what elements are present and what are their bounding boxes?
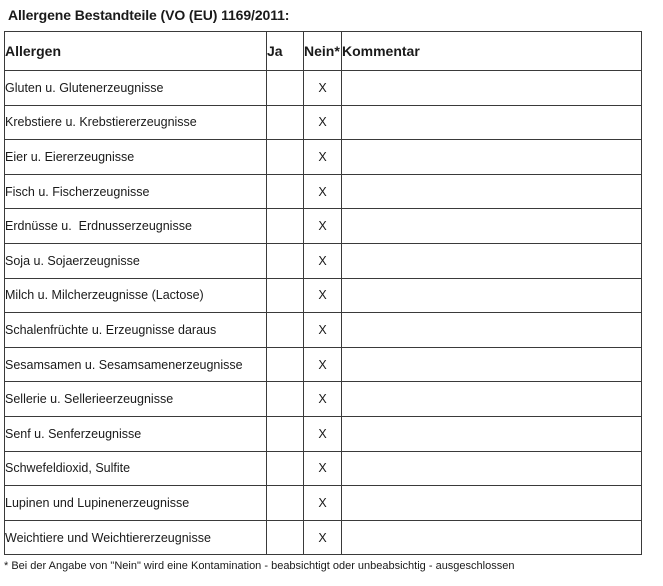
allergen-name-cell: Sellerie u. Sellerieerzeugnisse [5,382,267,417]
allergen-name-cell: Schwefeldioxid, Sulfite [5,451,267,486]
ja-cell [267,416,304,451]
table-row [5,486,642,521]
ja-cell [267,209,304,244]
allergen-name-cell: Eier u. Eiererzeugnisse [5,140,267,175]
comment-cell [342,520,642,555]
ja-cell [267,520,304,555]
comment-cell [342,416,642,451]
comment-cell [342,278,642,313]
nein-cell: X [304,243,342,278]
table-row [5,209,642,244]
table-header-row [5,32,642,71]
nein-cell: X [304,416,342,451]
comment-cell [342,486,642,521]
allergen-name-cell: Krebstiere u. Krebstiererzeugnisse [5,105,267,140]
comment-cell [342,347,642,382]
comment-cell [342,209,642,244]
allergen-name-cell: Soja u. Sojaerzeugnisse [5,243,267,278]
ja-cell [267,174,304,209]
table-row [5,71,642,106]
nein-cell: X [304,451,342,486]
ja-cell [267,278,304,313]
column-header-ja: Ja [267,32,304,71]
allergen-name-cell: Sesamsamen u. Sesamsamenerzeugnisse [5,347,267,382]
allergen-name-cell: Lupinen und Lupinenerzeugnisse [5,486,267,521]
allergen-name-cell: Gluten u. Glutenerzeugnisse [5,71,267,106]
ja-cell [267,243,304,278]
nein-cell: X [304,313,342,348]
nein-cell: X [304,486,342,521]
allergen-name-cell: Weichtiere und Weichtiererzeugnisse [5,520,267,555]
table-row [5,313,642,348]
table-row [5,140,642,175]
nein-cell: X [304,140,342,175]
column-header-kommentar: Kommentar [342,32,642,71]
ja-cell [267,451,304,486]
allergen-name-cell: Schalenfrüchte u. Erzeugnisse daraus [5,313,267,348]
comment-cell [342,174,642,209]
table-row [5,416,642,451]
nein-cell: X [304,105,342,140]
comment-cell [342,105,642,140]
nein-cell: X [304,347,342,382]
table-row [5,105,642,140]
ja-cell [267,140,304,175]
allergen-name-cell: Senf u. Senferzeugnisse [5,416,267,451]
allergen-name-cell: Fisch u. Fischerzeugnisse [5,174,267,209]
comment-cell [342,451,642,486]
comment-cell [342,140,642,175]
document-title: Allergene Bestandteile (VO (EU) 1169/2011: [8,7,290,23]
ja-cell [267,347,304,382]
nein-cell: X [304,174,342,209]
table-row [5,278,642,313]
comment-cell [342,243,642,278]
ja-cell [267,486,304,521]
table-row [5,520,642,555]
allergen-name-cell: Erdnüsse u. Erdnusserzeugnisse [5,209,267,244]
comment-cell [342,71,642,106]
ja-cell [267,105,304,140]
comment-cell [342,382,642,417]
ja-cell [267,71,304,106]
nein-cell: X [304,209,342,244]
footnote: * Bei der Angabe von "Nein" wird eine Kontamination - beabsichtigt oder unbeabsichtig - ausgeschlossen [4,560,515,572]
ja-cell [267,313,304,348]
nein-cell: X [304,71,342,106]
nein-cell: X [304,278,342,313]
column-header-allergen: Allergen [5,32,267,71]
nein-cell: X [304,520,342,555]
nein-cell: X [304,382,342,417]
table-row [5,451,642,486]
table-row [5,382,642,417]
table-row [5,174,642,209]
comment-cell [342,313,642,348]
ja-cell [267,382,304,417]
table-row [5,243,642,278]
allergen-name-cell: Milch u. Milcherzeugnisse (Lactose) [5,278,267,313]
allergen-table [4,31,642,555]
table-row [5,347,642,382]
column-header-nein: Nein* [304,32,342,71]
